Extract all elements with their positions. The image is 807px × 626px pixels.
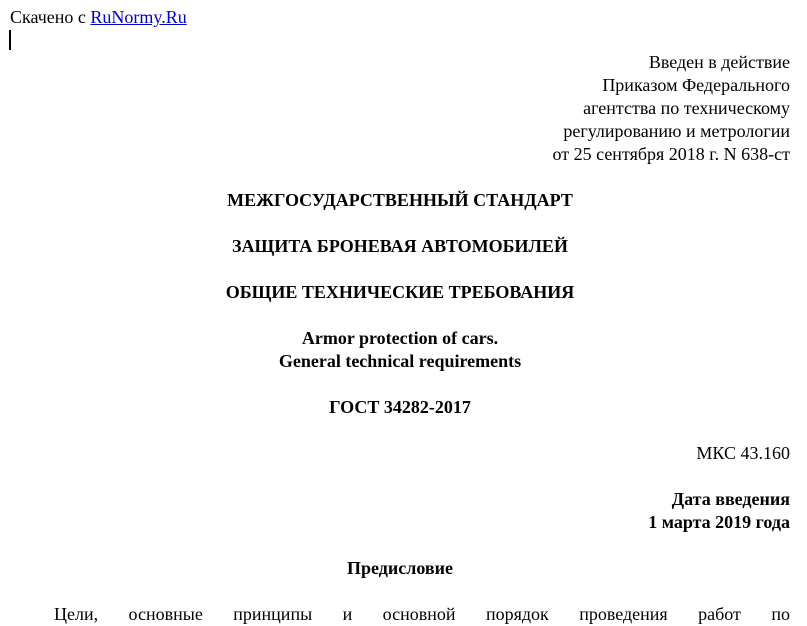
title-ru-line-1: ЗАЩИТА БРОНЕВАЯ АВТОМОБИЛЕЙ	[232, 236, 568, 256]
foreword-first-line: Цели, основные принципы и основной порядок проведения работ по	[54, 604, 790, 624]
foreword-heading: Предисловие	[347, 558, 453, 578]
intro-date-value: 1 марта 2019 года	[648, 512, 790, 532]
enactment-line: агентства по техническому	[583, 98, 790, 118]
enactment-line: Введен в действие	[648, 52, 790, 72]
title-en-line-1: Armor protection of cars.	[301, 328, 499, 348]
enactment-line: от 25 сентября 2018 г. N 638-ст	[552, 144, 790, 164]
enactment-block	[552, 51, 790, 166]
enactment-line: регулированию и метрологии	[563, 121, 790, 141]
download-source-prefix: Скачено с	[10, 7, 86, 27]
intro-date-label: Дата введения	[671, 489, 790, 509]
title-en-line-2: General technical requirements	[278, 351, 522, 371]
download-source-line	[10, 6, 187, 29]
mks-code: МКС 43.160	[696, 443, 790, 463]
standard-code: ГОСТ 34282-2017	[329, 397, 471, 417]
standard-type: МЕЖГОСУДАРСТВЕННЫЙ СТАНДАРТ	[227, 190, 573, 210]
text-cursor	[9, 30, 11, 50]
runormy-link[interactable]: RuNormy.Ru	[90, 7, 187, 27]
enactment-line: Приказом Федерального	[602, 75, 790, 95]
title-ru-line-2: ОБЩИЕ ТЕХНИЧЕСКИЕ ТРЕБОВАНИЯ	[225, 282, 575, 302]
